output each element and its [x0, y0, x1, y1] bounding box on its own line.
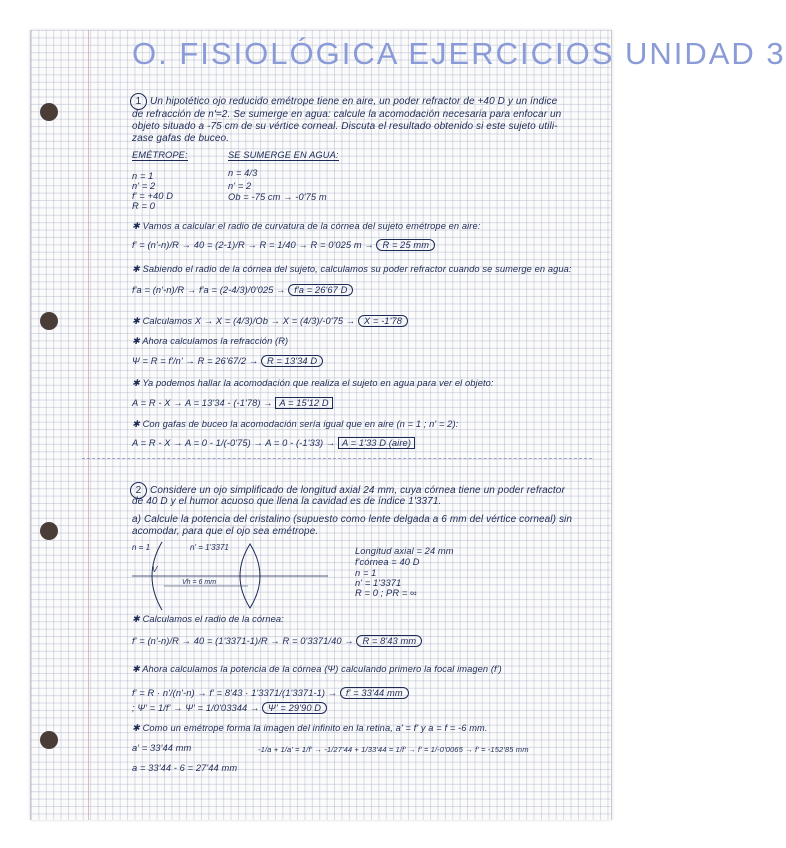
emetrope-value: R = 0 [132, 201, 155, 211]
step-text: ✱ Ya podemos hallar la acomodación que realiza el sujeto en agua para ver el objeto: [132, 378, 494, 388]
step-value: a' = 33'44 mm [132, 743, 192, 753]
step-formula: A = R - X → A = 13'34 - (-1'78) → A = 15'12 D [132, 398, 333, 408]
agua-heading: SE SUMERGE EN AGUA: [228, 150, 339, 160]
diagram-label: n' = 1'3371 [190, 543, 229, 552]
step-formula: f'a = (n'-n)/R → f'a = (2-4/3)/0'025 → f'a = 26'67 D [132, 285, 353, 295]
step-formula: ; Ψ' = 1/f' → Ψ' = 1/0'03344 → Ψ' = 29'90 D [132, 703, 327, 713]
step-text: ✱ Con gafas de buceo la acomodación sería igual que en aire (n = 1 ; n' = 2): [132, 419, 459, 429]
data-item: n = 1 [355, 568, 377, 578]
binder-hole [40, 312, 58, 330]
exercise-1-statement-line: objeto situado a -75 cm de su vértice corneal. Discuta el resultado obtenido si este sujeto utili- [132, 121, 558, 132]
eye-diagram [132, 540, 332, 610]
step-formula: ✱ Calculamos X → X = (4/3)/Ob → X = (4/3)/-0'75 → X = -1'78 [132, 316, 408, 327]
step-text: ✱ Sabiendo el radio de la córnea del sujeto, calculamos su poder refractor cuando se sumerge en agua: [132, 264, 572, 274]
margin-line [88, 30, 89, 820]
result-box: R = 13'34 D [261, 355, 323, 367]
step-text: ✱ Ahora calculamos la potencia de la córnea (Ψ) calculando primero la focal imagen (f') [132, 664, 502, 674]
emetrope-value: n' = 2 [132, 181, 156, 191]
exercise-number: 2 [130, 482, 147, 499]
step-formula: A = R - X → A = 0 - 1/(-0'75) → A = 0 - (-1'33) → A = 1'33 D (aire) [132, 438, 415, 448]
exercise-2-part-a: a) Calcule la potencia del cristalino (supuesto como lente delgada a 6 mm del vértice corneal) sin [132, 514, 573, 525]
data-item: R = 0 ; PR = ∞ [355, 588, 417, 598]
diagram-label: n = 1 [132, 543, 151, 552]
emetrope-heading: EMÉTROPE: [132, 150, 188, 160]
diagram-label: V [152, 565, 158, 574]
result-box: f'a = 26'67 D [288, 284, 353, 296]
agua-value: n = 4/3 [228, 168, 258, 178]
section-divider [82, 458, 592, 459]
binder-hole [40, 731, 58, 749]
step-formula: -1/a + 1/a' = 1/f' → -1/27'44 + 1/33'44 = 1/f' → f' = 1/-0'0065 → f' = -152'85 mm [258, 745, 529, 754]
exercise-number: 1 [130, 93, 147, 110]
step-text: ✱ Vamos a calcular el radio de curvatura de la córnea del sujeto emétrope en aire: [132, 221, 481, 231]
result-box: Ψ' = 29'90 D [262, 702, 327, 714]
exercise-1-statement-line: de refracción de n'=2. Se sumerge en agua: calcule la acomodación necesaria para enfocar un [132, 109, 562, 120]
binder-hole [40, 103, 58, 121]
exercise-2-statement-line: 2 Considere un ojo simplificado de longitud axial 24 mm, cuya córnea tiene un poder refractor [130, 482, 565, 499]
data-item: Longitud axial = 24 mm [355, 546, 454, 556]
page-title: O. FISIOLÓGICA EJERCICIOS UNIDAD 3 [132, 36, 786, 71]
emetrope-value: n = 1 [132, 171, 154, 181]
binder-hole [40, 522, 58, 540]
emetrope-value: f' = +40 D [132, 191, 174, 201]
step-formula: Ψ = R = f'/n' → R = 26'67/2 → R = 13'34 D [132, 356, 323, 366]
agua-value: n' = 2 [228, 181, 252, 191]
step-value: a = 33'44 - 6 = 27'44 mm [132, 763, 238, 773]
result-box: f' = 33'44 mm [340, 687, 409, 699]
diagram-label: Vh = 6 mm [182, 579, 217, 586]
step-text: ✱ Calculamos el radio de la córnea: [132, 614, 284, 624]
step-text: ✱ Como un emétrope forma la imagen del infinito en la retina, a' = f' y a = f = -6 mm. [132, 723, 488, 733]
exercise-1-statement-line: 1 Un hipotético ojo reducido emétrope tiene en aire, un poder refractor de +40 D y un índice [130, 93, 557, 110]
result-box: A = 1'33 D (aire) [338, 437, 415, 449]
exercise-2-part-a: acomodar, para que el ojo sea emétrope. [132, 526, 319, 537]
data-item: f'córnea = 40 D [355, 557, 420, 567]
exercise-1-statement-line: zase gafas de buceo. [132, 133, 230, 144]
result-box: X = -1'78 [358, 315, 408, 327]
step-formula: f' = (n'-n)/R → 40 = (2-1)/R → R = 1/40 → R = 0'025 m → R = 25 mm [132, 240, 435, 250]
step-text: ✱ Ahora calculamos la refracción (R) [132, 336, 289, 346]
step-formula: f' = (n'-n)/R → 40 = (1'3371-1)/R → R = 0'3371/40 → R = 8'43 mm [132, 636, 422, 646]
step-formula: f' = R · n'/(n'-n) → f' = 8'43 · 1'3371/(1'3371-1) → f' = 33'44 mm [132, 688, 409, 698]
agua-value: Ob = -75 cm → -0'75 m [228, 192, 327, 202]
result-box: R = 25 mm [376, 239, 435, 251]
data-item: n' = 1'3371 [355, 578, 402, 588]
result-box: A = 15'12 D [275, 397, 332, 409]
exercise-2-statement-line: de 40 D y el humor acuoso que llena la cavidad es de índice 1'3371. [132, 496, 442, 507]
result-box: R = 8'43 mm [356, 635, 422, 647]
